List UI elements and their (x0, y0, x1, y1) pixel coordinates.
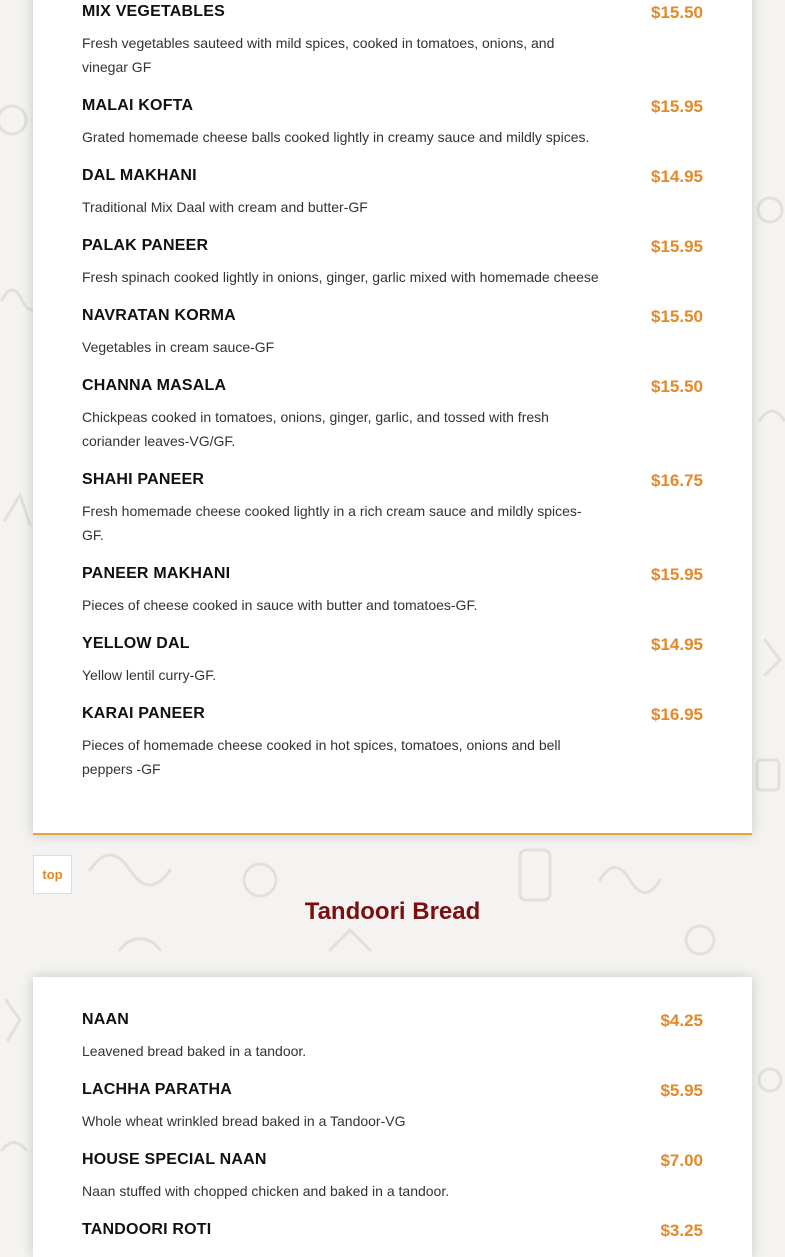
item-price: $14.95 (651, 635, 703, 654)
item-price: $15.50 (651, 307, 703, 326)
item-name: DAL MAKHANI (82, 167, 197, 184)
item-price: $14.95 (651, 167, 703, 186)
item-price: $4.25 (660, 1011, 703, 1030)
item-name: NAAN (82, 1011, 130, 1028)
item-description: Whole wheat wrinkled bread baked in a Tandoor-VG (82, 1113, 406, 1129)
item-name: NAVRATAN KORMA (82, 307, 236, 324)
back-to-top-button[interactable]: top (33, 855, 72, 894)
item-price: $15.95 (651, 565, 703, 584)
item-description: Naan stuffed with chopped chicken and baked in a tandoor. (82, 1183, 450, 1199)
item-description: Fresh spinach cooked lightly in onions, ginger, garlic mixed with homemade cheese (82, 269, 599, 285)
item-description: Pieces of cheese cooked in sauce with butter and tomatoes-GF. (82, 597, 478, 613)
item-name: KARAI PANEER (82, 705, 206, 722)
item-description: Traditional Mix Daal with cream and butter-GF (82, 199, 368, 215)
item-price: $15.95 (651, 237, 703, 256)
menu-card-tandoori-bread (33, 977, 752, 1257)
item-description: Fresh vegetables sauteed with mild spices, cooked in tomatoes, onions, and vinegar GF (82, 35, 555, 75)
item-description: Leavened bread baked in a tandoor. (82, 1043, 307, 1059)
item-name: MALAI KOFTA (82, 97, 194, 114)
item-description: Fresh homemade cheese cooked lightly in a rich cream sauce and mildly spices-GF. (82, 503, 582, 543)
menu-card-curries (33, 0, 752, 835)
item-name: SHAHI PANEER (82, 471, 205, 488)
item-description: Yellow lentil curry-GF. (82, 667, 217, 683)
item-price: $16.95 (651, 705, 703, 724)
item-price: $16.75 (651, 471, 703, 490)
item-name: YELLOW DAL (82, 635, 190, 652)
item-name: PALAK PANEER (82, 237, 209, 254)
item-price: $15.95 (651, 97, 703, 116)
item-price: $3.25 (660, 1221, 703, 1240)
item-name: MIX VEGETABLES (82, 3, 225, 20)
item-description: Pieces of homemade cheese cooked in hot spices, tomatoes, onions and bell peppers -GF (82, 737, 561, 777)
item-price: $7.00 (660, 1151, 703, 1170)
item-description: Vegetables in cream sauce-GF (82, 339, 275, 355)
item-description: Grated homemade cheese balls cooked lightly in creamy sauce and mildly spices. (82, 129, 590, 145)
item-name: CHANNA MASALA (82, 377, 227, 394)
item-name: LACHHA PARATHA (82, 1081, 233, 1098)
item-price: $5.95 (660, 1081, 703, 1100)
item-price: $15.50 (651, 3, 703, 22)
item-name: HOUSE SPECIAL NAAN (82, 1151, 267, 1168)
item-description: Chickpeas cooked in tomatoes, onions, ginger, garlic, and tossed with fresh coriander leaves-VG/GF. (82, 409, 549, 449)
item-name: TANDOORI ROTI (82, 1221, 212, 1238)
item-name: PANEER MAKHANI (82, 565, 231, 582)
section-title-tandoori-bread: Tandoori Bread (304, 898, 481, 925)
item-price: $15.50 (651, 377, 703, 396)
